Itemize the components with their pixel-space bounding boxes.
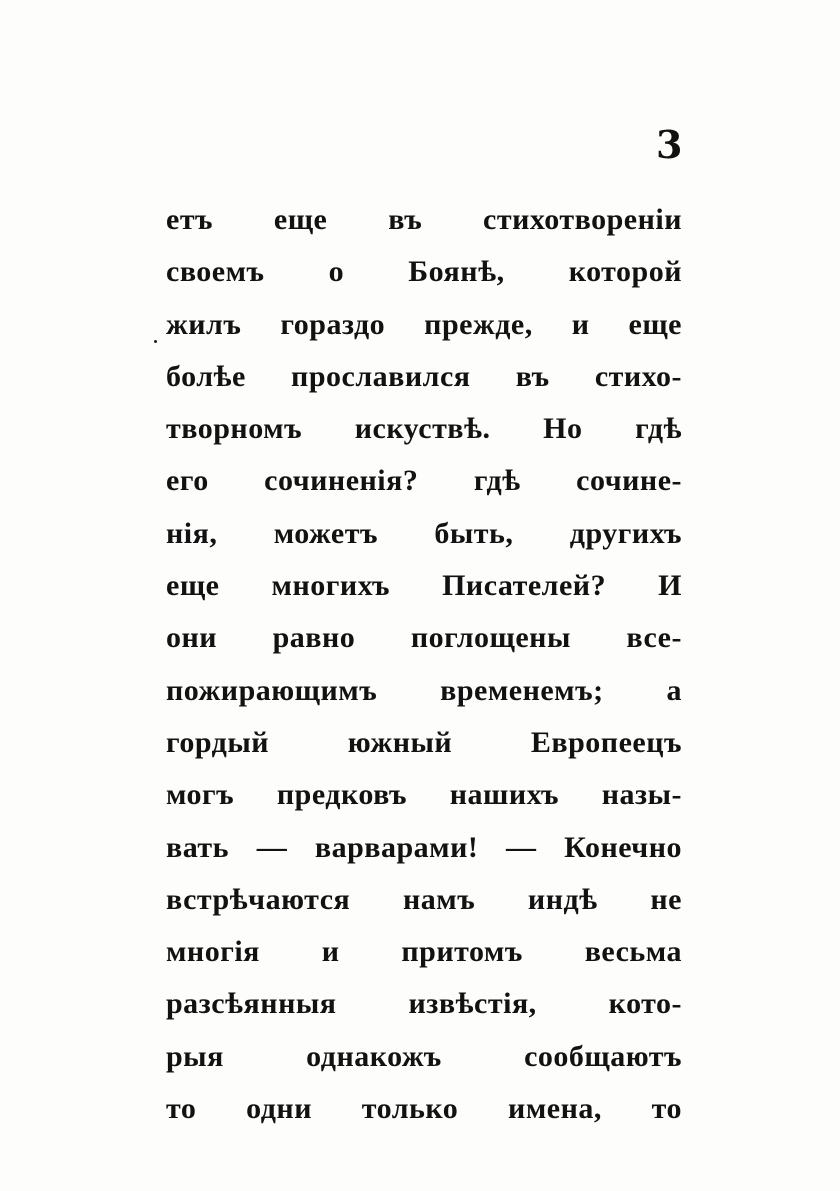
text-line: могъ предковъ нашихъ назы- [166, 778, 682, 812]
text-line: еще многихъ Писателей? И [166, 569, 682, 603]
text-line: вать — варварами! — Конечно [166, 830, 682, 864]
text-line: они равно поглощены все- [166, 621, 682, 655]
text-line: рыя однакожъ сообщаютъ [166, 1039, 682, 1073]
body-text [166, 194, 682, 1135]
margin-mark [154, 340, 157, 343]
text-line: болѣе прославился въ стихо- [166, 359, 682, 393]
text-line: нія, можетъ быть, другихъ [166, 516, 682, 550]
text-line: гордый южный Европеецъ [166, 725, 682, 759]
text-line: многія и притомъ весьма [166, 935, 682, 969]
page-number: 3 [656, 122, 683, 167]
text-line: его сочиненія? гдѣ сочине- [166, 464, 682, 498]
text-line: пожирающимъ временемъ; а [166, 673, 682, 707]
text-line: встрѣчаются намъ индѣ не [166, 882, 682, 916]
text-line: разсѣянныя извѣстія, кото- [166, 987, 682, 1021]
text-line: етъ еще въ стихотвореніи [166, 203, 682, 236]
text-line: то одни только имена, то [166, 1092, 682, 1126]
text-line: своемъ о Боянѣ, которой [166, 255, 682, 289]
text-line: творномъ искуствѣ. Но гдѣ [166, 412, 682, 446]
text-line: жилъ гораздо прежде, и еще [166, 307, 682, 341]
